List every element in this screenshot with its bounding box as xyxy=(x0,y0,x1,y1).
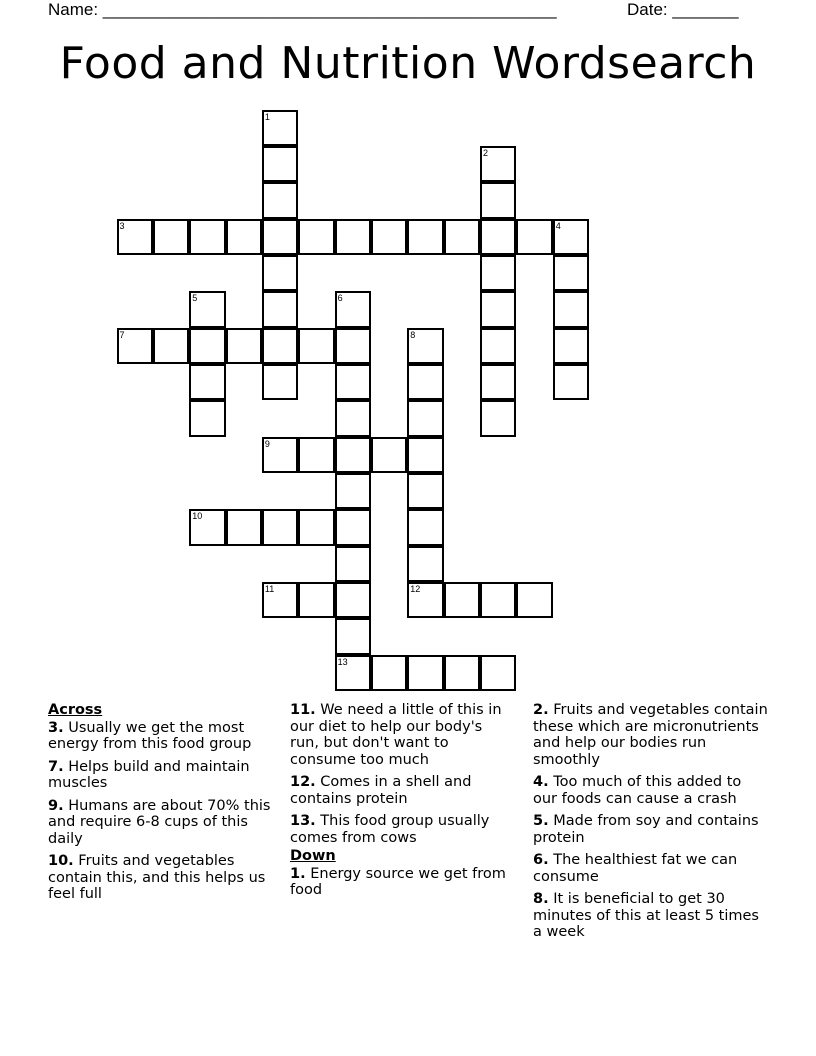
grid-cell[interactable] xyxy=(189,328,225,364)
grid-cell[interactable] xyxy=(298,437,334,473)
clue-across-9: 9. Humans are about 70% this and require 6-8 cups of this daily xyxy=(48,797,271,847)
grid-cell[interactable] xyxy=(189,509,225,545)
grid-cell[interactable] xyxy=(189,291,225,327)
grid-cell[interactable] xyxy=(226,509,262,545)
down-heading: Down xyxy=(290,848,336,864)
grid-cell[interactable] xyxy=(262,328,298,364)
grid-cell[interactable] xyxy=(298,582,334,618)
clues-column-2 xyxy=(290,702,512,905)
clue-number: 13 xyxy=(337,656,348,667)
across-heading: Across xyxy=(48,702,103,718)
grid-cell[interactable] xyxy=(262,582,298,618)
clue-down-2: 2. Fruits and vegetables contain these which are micronutrients and help our bodies run smoothly xyxy=(533,702,768,768)
grid-cell[interactable] xyxy=(153,328,189,364)
grid-cell[interactable] xyxy=(553,291,589,327)
clue-number: 9 xyxy=(264,438,270,449)
grid-cell[interactable] xyxy=(480,364,516,400)
clue-across-10: 10. Fruits and vegetables contain this, and this helps us feel full xyxy=(48,853,266,902)
grid-cell[interactable] xyxy=(444,219,480,255)
clue-down-6: 6. The healthiest fat we can consume xyxy=(533,852,738,885)
grid-cell[interactable] xyxy=(335,582,371,618)
grid-cell[interactable] xyxy=(335,546,371,582)
grid-cell[interactable] xyxy=(407,473,443,509)
grid-cell[interactable] xyxy=(298,328,334,364)
clue-across-3: 3. Usually we get the most energy from this food group xyxy=(48,719,252,752)
clue-number: 2 xyxy=(483,147,489,158)
grid-cell[interactable] xyxy=(335,655,371,691)
date-field[interactable]: Date: _______ xyxy=(627,0,739,19)
grid-cell[interactable] xyxy=(407,582,443,618)
grid-cell[interactable] xyxy=(407,655,443,691)
grid-cell[interactable] xyxy=(553,219,589,255)
grid-cell[interactable] xyxy=(117,219,153,255)
grid-cell[interactable] xyxy=(335,291,371,327)
grid-cell[interactable] xyxy=(371,655,407,691)
clue-number: 4 xyxy=(555,220,561,231)
grid-cell[interactable] xyxy=(407,509,443,545)
grid-cell[interactable] xyxy=(335,473,371,509)
grid-cell[interactable] xyxy=(480,582,516,618)
grid-cell[interactable] xyxy=(516,582,552,618)
grid-cell[interactable] xyxy=(480,182,516,218)
grid-cell[interactable] xyxy=(407,219,443,255)
clue-down-4: 4. Too much of this added to our foods can cause a crash xyxy=(533,774,742,807)
grid-cell[interactable] xyxy=(189,219,225,255)
clue-across-13: 13. This food group usually comes from cows xyxy=(290,813,490,846)
grid-cell[interactable] xyxy=(153,219,189,255)
clue-number: 3 xyxy=(119,220,125,231)
grid-cell[interactable] xyxy=(444,655,480,691)
grid-cell[interactable] xyxy=(444,582,480,618)
grid-cell[interactable] xyxy=(407,400,443,436)
clue-number: 12 xyxy=(410,584,421,595)
clue-number: 10 xyxy=(192,511,203,522)
grid-cell[interactable] xyxy=(407,328,443,364)
grid-cell[interactable] xyxy=(335,437,371,473)
grid-cell[interactable] xyxy=(480,255,516,291)
grid-cell[interactable] xyxy=(262,182,298,218)
grid-cell[interactable] xyxy=(516,219,552,255)
clue-number: 1 xyxy=(264,111,270,122)
grid-cell[interactable] xyxy=(226,328,262,364)
grid-cell[interactable] xyxy=(262,255,298,291)
clue-number: 11 xyxy=(264,584,275,595)
grid-cell[interactable] xyxy=(480,400,516,436)
clues-column-1 xyxy=(48,702,280,909)
clue-down-1: 1. Energy source we get from food xyxy=(290,865,506,898)
clue-across-7: 7. Helps build and maintain muscles xyxy=(48,758,250,791)
grid-cell[interactable] xyxy=(407,364,443,400)
clue-number: 6 xyxy=(337,293,343,304)
clue-number: 5 xyxy=(192,293,198,304)
grid-cell[interactable] xyxy=(407,437,443,473)
grid-cell[interactable] xyxy=(407,546,443,582)
page-title: Food and Nutrition Wordsearch xyxy=(59,38,757,89)
grid-cell[interactable] xyxy=(262,291,298,327)
grid-cell[interactable] xyxy=(335,364,371,400)
grid-cell[interactable] xyxy=(298,219,334,255)
grid-cell[interactable] xyxy=(335,618,371,654)
name-field[interactable]: Name: ________________________________________________ xyxy=(48,0,557,19)
grid-cell[interactable] xyxy=(553,255,589,291)
grid-cell[interactable] xyxy=(371,219,407,255)
grid-cell[interactable] xyxy=(262,146,298,182)
grid-cell[interactable] xyxy=(371,437,407,473)
clue-down-8: 8. It is beneficial to get 30 minutes of this at least 5 times a week xyxy=(533,891,759,940)
grid-cell[interactable] xyxy=(298,509,334,545)
grid-cell[interactable] xyxy=(262,364,298,400)
grid-cell[interactable] xyxy=(480,291,516,327)
grid-cell[interactable] xyxy=(335,400,371,436)
grid-cell[interactable] xyxy=(189,364,225,400)
clue-down-5: 5. Made from soy and contains protein xyxy=(533,813,759,846)
grid-cell[interactable] xyxy=(553,364,589,400)
clue-number: 7 xyxy=(119,329,125,340)
grid-cell[interactable] xyxy=(553,328,589,364)
grid-cell[interactable] xyxy=(262,509,298,545)
grid-cell[interactable] xyxy=(480,328,516,364)
grid-cell[interactable] xyxy=(189,400,225,436)
grid-cell[interactable] xyxy=(262,437,298,473)
clue-across-12: 12. Comes in a shell and contains protein xyxy=(290,774,472,807)
grid-cell[interactable] xyxy=(480,146,516,182)
clue-number: 8 xyxy=(410,329,416,340)
grid-cell[interactable] xyxy=(335,219,371,255)
grid-cell[interactable] xyxy=(226,219,262,255)
clue-across-11: 11. We need a little of this in our diet to help our body's run, but don't want to consume too much xyxy=(290,702,502,768)
grid-cell[interactable] xyxy=(335,328,371,364)
grid-cell[interactable] xyxy=(262,110,298,146)
grid-cell[interactable] xyxy=(480,219,516,255)
clues-column-3 xyxy=(533,702,769,947)
grid-cell[interactable] xyxy=(480,655,516,691)
grid-cell[interactable] xyxy=(335,509,371,545)
grid-cell[interactable] xyxy=(262,219,298,255)
grid-cell[interactable] xyxy=(117,328,153,364)
